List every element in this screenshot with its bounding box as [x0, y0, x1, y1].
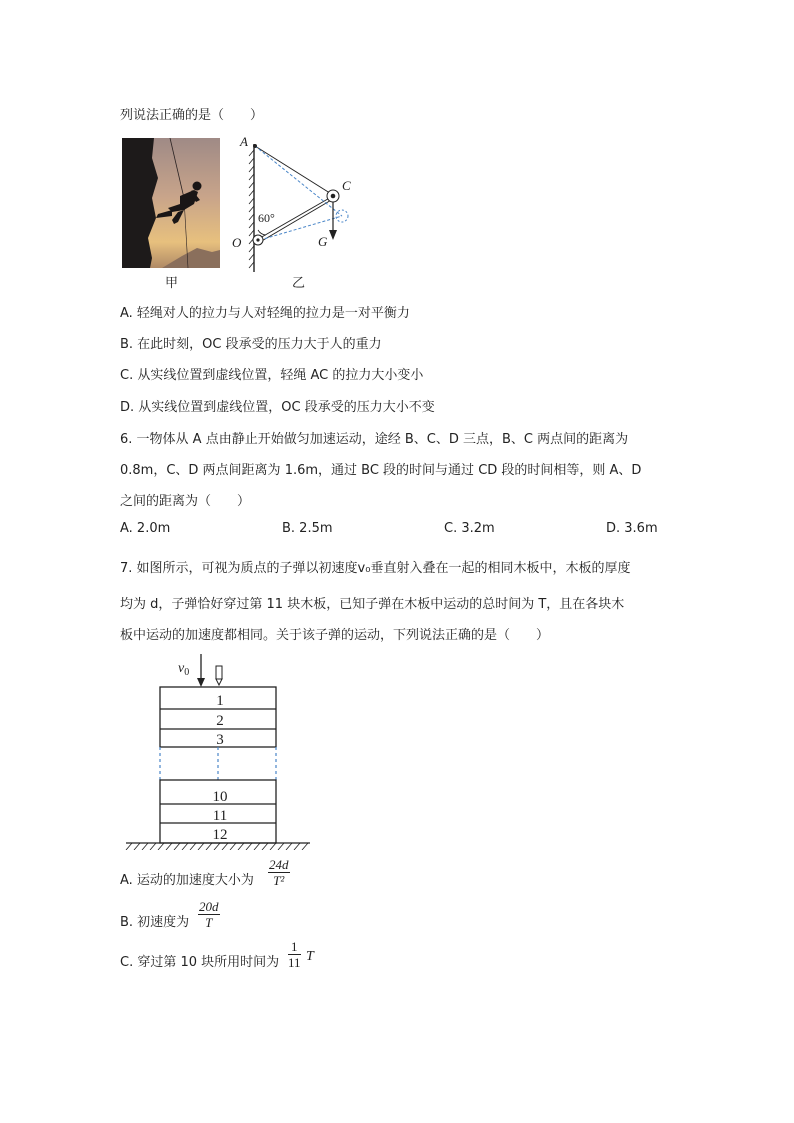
q6-line-2: 0.8m，C、D 两点间距离为 1.6m，通过 BC 段的时间与通过 CD 段的时间相等，则 A、D [120, 463, 642, 478]
q6-option-c: C. 3.2m [444, 521, 495, 536]
boards-diagram [120, 650, 320, 850]
label-A: A [240, 134, 248, 149]
question-5-stem-tail: 列说法正确的是（ ） [120, 108, 264, 123]
figure-caption-left: 甲 [165, 276, 179, 291]
figure-caption-right: 乙 [292, 276, 306, 291]
label-angle: 60° [258, 211, 275, 225]
q7-option-b: B. 初速度为 [120, 915, 190, 930]
q6-option-d: D. 3.6m [606, 521, 658, 536]
q7-line-2: 均为 d，子弹恰好穿过第 11 块木板，已知子弹在木板中运动的总时间为 T，且在各块木 [120, 597, 625, 612]
q7-line-3: 板中运动的加速度都相同。关于该子弹的运动，下列说法正确的是（ ） [120, 628, 550, 643]
q7-option-b-fraction: $\frac{20d}{T}$ [199, 899, 219, 930]
q5-option-a: A. 轻绳对人的拉力与人对轻绳的拉力是一对平衡力 [120, 306, 410, 321]
q6-line-1: 6. 一物体从 A 点由静止开始做匀加速运动，途经 B、C、D 三点，B、C 两点间的距离为 [120, 432, 629, 447]
q7-option-c: C. 穿过第 10 块所用时间为 [120, 955, 280, 970]
v0-label: $v_0$ [178, 661, 190, 678]
board-label-12: 12 [212, 827, 228, 843]
q7-option-a: A. 运动的加速度大小为 [120, 873, 254, 888]
climber-photo [122, 138, 220, 268]
q5-option-d: D. 从实线位置到虚线位置，OC 段承受的压力大小不变 [120, 400, 435, 415]
q6-option-a: A. 2.0m [120, 521, 171, 536]
force-diagram [232, 130, 362, 280]
board-label-11: 11 [212, 808, 228, 824]
q6-line-3: 之间的距离为（ ） [120, 494, 251, 509]
label-G: G [318, 234, 328, 249]
q5-option-c: C. 从实线位置到虚线位置，轻绳 AC 的拉力大小变小 [120, 368, 424, 383]
board-label-10: 10 [212, 789, 228, 805]
q7-option-a-fraction: $\frac{24d}{\text{T²}}$ [269, 857, 289, 888]
q7-option-c-fraction: $\frac{1}{11}$ [288, 939, 301, 970]
label-C: C [342, 178, 351, 193]
q5-option-b: B. 在此时刻，OC 段承受的压力大于人的重力 [120, 337, 382, 352]
label-O: O [232, 235, 242, 250]
q6-option-b: B. 2.5m [282, 521, 333, 536]
board-label-1: 1 [216, 693, 224, 709]
q7-option-c-tail: T [306, 949, 314, 964]
q7-line-1: 7. 如图所示，可视为质点的子弹以初速度v₀垂直射入叠在一起的相同木板中，木板的厚度 [120, 561, 631, 576]
board-label-3: 3 [216, 732, 224, 748]
board-label-2: 2 [216, 713, 224, 729]
